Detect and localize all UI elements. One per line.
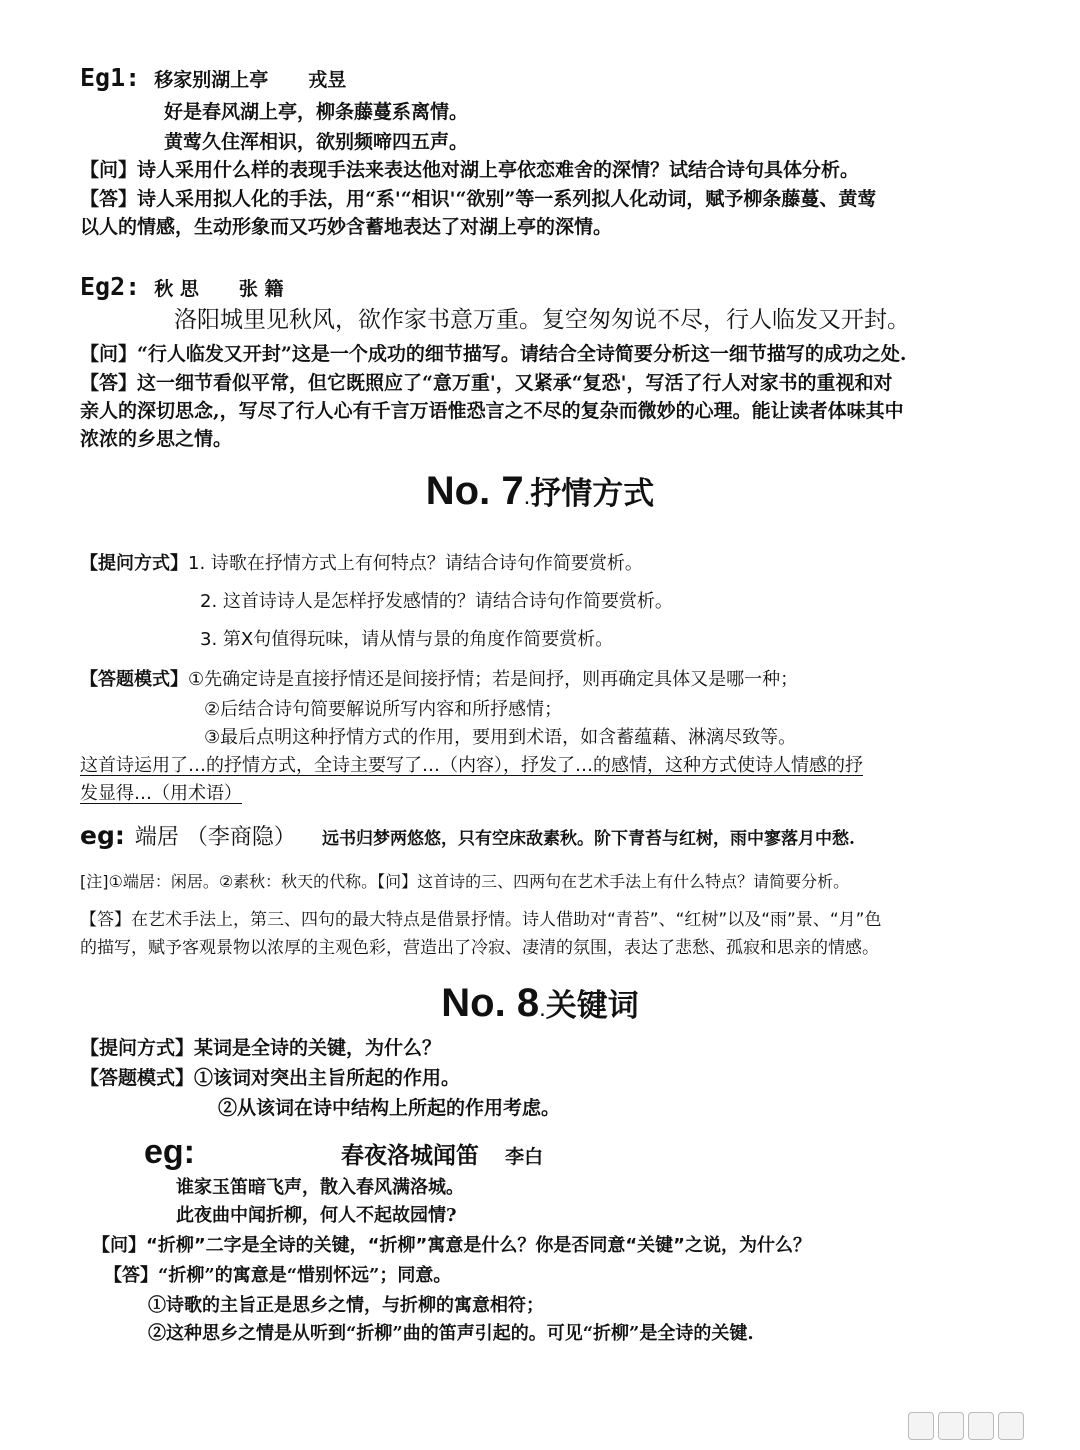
no8-eg-author: 李白 bbox=[505, 1146, 544, 1168]
no7-eg-poem: 远书归梦两悠悠，只有空床敌素秋。阶下青苔与红树，雨中寥落月中愁. bbox=[321, 829, 855, 849]
corner-tab-icon bbox=[938, 1412, 964, 1440]
no7-ask-label: 【提问方式】 bbox=[80, 553, 188, 574]
eg1-poem-line-2: 黄莺久住浑相识，欲别频啼四五声。 bbox=[164, 131, 469, 153]
no7-mode-2: ②后结合诗句简要解说所写内容和所抒感情； bbox=[204, 699, 563, 720]
no8-question: 【问】“折柳”二字是全诗的关键，“折柳”寓意是什么？你是否同意“关键”之说，为什么？ bbox=[92, 1235, 811, 1256]
no8-eg-label: eg: bbox=[144, 1133, 195, 1171]
page-corner-tabs bbox=[904, 1412, 1054, 1442]
no7-mode-1 bbox=[80, 668, 798, 692]
no8-poem-line-1: 谁家玉笛暗飞声，散入春风满洛城。 bbox=[176, 1177, 464, 1198]
no7-number: No. 7 bbox=[425, 469, 524, 513]
no7-mode-1-text: ①先确定诗是直接抒情还是间接抒情；若是间抒，则再确定具体又是哪一种； bbox=[188, 669, 799, 690]
eg1-label: Eg1: bbox=[80, 63, 141, 92]
no7-ask-2: 2. 这首诗诗人是怎样抒发感情的？请结合诗句作简要赏析。 bbox=[200, 591, 673, 612]
eg2-title: 秋 思 bbox=[154, 278, 199, 300]
section-heading-no7 bbox=[0, 468, 1080, 514]
no8-title: 关键词 bbox=[545, 988, 639, 1024]
no8-mode-2: ②从该词在诗中结构上所起的作用考虑。 bbox=[218, 1097, 561, 1119]
no8-example-heading bbox=[144, 1134, 543, 1175]
no7-ask-3: 3. 第X句值得玩味，请从情与景的角度作简要赏析。 bbox=[200, 629, 614, 650]
no7-eg-label: eg: bbox=[80, 821, 125, 850]
no7-answer-line-2: 的描写，赋予客观景物以浓厚的主观色彩，营造出了冷寂、凄清的氛围，表达了悲愁、孤寂和思亲的情感。 bbox=[80, 938, 879, 958]
no7-eg-title: 端居 （李商隐） bbox=[134, 825, 296, 850]
no8-eg-title: 春夜洛城闻笛 bbox=[341, 1143, 480, 1169]
eg2-poem: 洛阳城里见秋风，欲作家书意万重。复空匆匆说不尽，行人临发又开封。 bbox=[174, 307, 910, 333]
eg1-answer-line-2: 以人的情感，生动形象而又巧妙含蓄地表达了对湖上亭的深情。 bbox=[80, 216, 613, 238]
no7-dot: . bbox=[523, 483, 531, 510]
corner-tab-icon bbox=[968, 1412, 994, 1440]
corner-tab-icon bbox=[908, 1412, 934, 1440]
section-heading-no8 bbox=[0, 980, 1080, 1026]
no7-summary-line-2: 发显得…（用术语） bbox=[80, 783, 242, 804]
no8-mode-label: 【答题模式】 bbox=[80, 1067, 195, 1089]
no8-mode-1-text: ①该词对突出主旨所起的作用。 bbox=[194, 1067, 461, 1089]
no7-title: 抒情方式 bbox=[530, 476, 655, 512]
eg2-question: 【问】“行人临发又开封”这是一个成功的细节描写。请结合全诗简要分析这一细节描写的成功之处. bbox=[80, 343, 907, 365]
no7-note: [注]①端居：闲居。②素秋：秋天的代称。【问】这首诗的三、四两句在艺术手法上有什么特点？请简要分析。 bbox=[80, 872, 850, 891]
eg1-heading bbox=[80, 63, 347, 92]
no8-mode-1 bbox=[80, 1066, 460, 1090]
eg2-answer-line-1: 【答】这一细节看似平常，但它既照应了“意万重'，又紧承“复恐'，写活了行人对家书的重视和对 bbox=[80, 372, 893, 394]
eg2-heading bbox=[80, 272, 284, 301]
no8-reason-1: ①诗歌的主旨正是思乡之情，与折柳的寓意相符； bbox=[148, 1295, 544, 1316]
no7-ask-1 bbox=[80, 552, 643, 576]
no7-answer-line-1: 【答】在艺术手法上，第三、四句的最大特点是借景抒情。诗人借助对“青苔”、“红树”以及“雨”景、“月”色 bbox=[80, 910, 882, 930]
eg1-poem-line-1: 好是春风湖上亭，柳条藤蔓系离情。 bbox=[164, 101, 469, 123]
eg2-answer-line-3: 浓浓的乡思之情。 bbox=[80, 428, 233, 450]
no8-dot: . bbox=[539, 995, 546, 1022]
eg1-answer-line-1: 【答】诗人采用拟人化的手法，用“系'“相识'“欲别”等一系列拟人化动词，赋予柳条藤蔓、黄莺 bbox=[80, 188, 877, 210]
eg1-question: 【问】诗人采用什么样的表现手法来表达他对湖上亭依恋难舍的深情？试结合诗句具体分析。 bbox=[80, 159, 860, 181]
no7-summary-line-1: 这首诗运用了…的抒情方式，全诗主要写了…（内容），抒发了…的感情，这种方式使诗人情感的抒 bbox=[80, 755, 863, 776]
no8-reason-2: ②这种思乡之情是从听到“折柳”曲的笛声引起的。可见“折柳”是全诗的关键. bbox=[148, 1323, 754, 1344]
no7-mode-label: 【答题模式】 bbox=[80, 669, 188, 690]
corner-tab-icon bbox=[998, 1412, 1024, 1440]
eg1-author: 戎昱 bbox=[308, 69, 347, 91]
eg2-label: Eg2: bbox=[80, 272, 141, 301]
eg2-author: 张 籍 bbox=[238, 278, 284, 300]
eg2-answer-line-2: 亲人的深切思念,，写尽了行人心有千言万语惟恐言之不尽的复杂而微妙的心理。能让读者体味其中 bbox=[80, 400, 904, 422]
no8-number: No. 8 bbox=[441, 981, 540, 1025]
eg1-title: 移家别湖上亭 bbox=[154, 69, 269, 91]
no7-mode-3: ③最后点明这种抒情方式的作用，要用到术语，如含蓄蕴藉、淋漓尽致等。 bbox=[204, 727, 797, 748]
no8-answer: 【答】“折柳”的寓意是“惜别怀远”；同意。 bbox=[104, 1265, 452, 1286]
no7-ask-1-text: 1. 诗歌在抒情方式上有何特点？请结合诗句作简要赏析。 bbox=[188, 553, 643, 574]
no8-ask: 【提问方式】某词是全诗的关键，为什么？ bbox=[80, 1037, 442, 1059]
no8-poem-line-2: 此夜曲中闻折柳，何人不起故园情? bbox=[176, 1205, 457, 1226]
no7-example-heading bbox=[80, 821, 855, 851]
